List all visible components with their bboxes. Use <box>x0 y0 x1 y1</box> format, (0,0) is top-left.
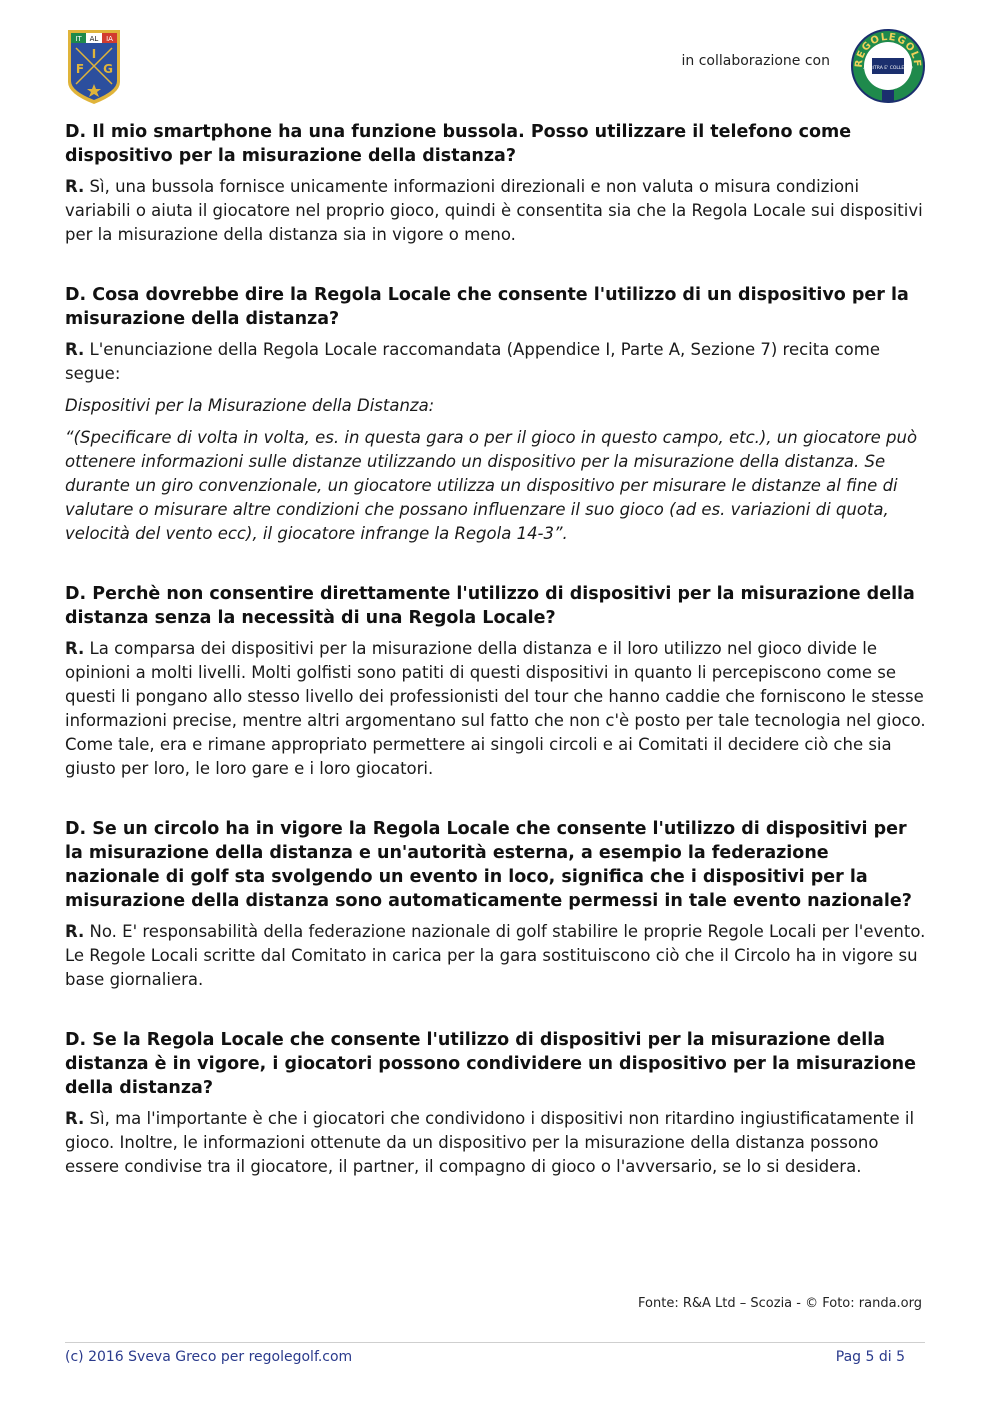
answer-text <box>65 338 927 386</box>
answer-body: No. E' responsabilità della federazione nazionale di golf stabilire le proprie Regole Locali per l'evento. Le Regole Locali scritte dal Comitato in carica per la gara sostituiscono ciò che il Circolo ha in vigore su base giornaliera. <box>65 922 926 989</box>
rule-title-italic: Dispositivi per la Misurazione della Distanza: <box>65 396 435 415</box>
seal-center-text: ARBITRA E' COLLEGIO <box>863 66 913 71</box>
qa-item <box>65 120 927 247</box>
question-text: D. Se la Regola Locale che consente l'utilizzo di dispositivi per la misurazione della distanza è in vigore, i giocatori possono condividere un dispositivo per la misurazione della distanza? <box>65 1030 916 1098</box>
question-text: D. Cosa dovrebbe dire la Regola Locale che consente l'utilizzo di un dispositivo per la misurazione della distanza? <box>65 285 909 329</box>
page-number: Pag 5 di 5 <box>835 1349 905 1365</box>
question-text: D. Perchè non consentire direttamente l'utilizzo di dispositivi per la misurazione della distanza senza la necessità di una Regola Locale? <box>65 584 915 628</box>
answer-lead: R. <box>65 340 85 359</box>
footer-divider <box>65 1342 925 1343</box>
footer-copyright: (c) 2016 Sveva Greco per regolegolf.com <box>65 1349 353 1365</box>
fig-logo <box>66 28 122 106</box>
logo-letter: IT <box>75 35 82 43</box>
question-text: D. Il mio smartphone ha una funzione bussola. Posso utilizzare il telefono come dispositivo per la misurazione della distanza? <box>65 122 852 166</box>
fig-shield-logo-icon <box>66 28 122 106</box>
answer-lead: R. <box>65 177 85 196</box>
answer-lead: R. <box>65 922 85 941</box>
question-text: D. Se un circolo ha in vigore la Regola Locale che consente l'utilizzo di dispositivi per la misurazione della distanza e un'autorità esterna, a esempio la federazione nazionale di golf sta svolgendo un evento in loco, significa che i dispositivi per la misurazione della distanza sono automaticamente permessi in tale evento nazionale? <box>65 819 912 911</box>
logo-letter: G <box>103 62 113 76</box>
answer-text <box>65 175 927 247</box>
answer-body: L'enunciazione della Regola Locale raccomandata (Appendice I, Parte A, Sezione 7) recita come segue: <box>65 340 880 383</box>
answer-lead: R. <box>65 1109 85 1128</box>
source-credit: Fonte: R&A Ltd – Scozia - © Foto: randa.org <box>638 1296 922 1311</box>
answer-body: Sì, ma l'importante è che i giocatori che condividono i dispositivi non ritardino ingiustificatamente il gioco. Inoltre, le informazioni ottenute da un dispositivo per la misurazione della distanza possono essere condivise tra il giocatore, il partner, il compagno di gioco o l'avversario, se lo si desidera. <box>65 1109 915 1176</box>
answer-body: Sì, una bussola fornisce unicamente informazioni direzionali e non valuta o misura condizioni variabili o aiuta il giocatore nel proprio gioco, quindi è consentita sia che la Regola Locale sui dispositivi per la misurazione della distanza sia in vigore o meno. <box>65 177 923 244</box>
answer-text <box>65 920 927 992</box>
logo-letter: IA <box>106 35 113 43</box>
qa-item <box>65 817 927 992</box>
answer-body: La comparsa dei dispositivi per la misurazione della distanza e il loro utilizzo nel gioco divide le opinioni a molti livelli. Molti golfisti sono patiti di questi dispositivi in quanto li percepiscono come se questi li pongano allo stesso livello dei professionisti del tour che hanno caddie che forniscono le stesse informazioni precise, mentre altri argomentano sul fatto che non c'è posto per tale tecnologia nel gioco. Come tale, era e rimane appropriato permettere ai singoli circoli e ai Comitati il decidere ciò che sia giusto per loro, le loro gare e i loro giocatori. <box>65 639 926 778</box>
logo-letter: I <box>91 47 97 61</box>
logo-letter: F <box>75 62 85 76</box>
regolegolf-logo <box>850 28 926 106</box>
qa-item <box>65 582 927 781</box>
rule-text-italic: “(Specificare di volta in volta, es. in questa gara o per il gioco in questo campo, etc.), un giocatore può ottenere informazioni sulle distanze utilizzando un dispositivo per la misurazione della distanza. Se durante un giro convenzionale, un giocatore utilizza un dispositivo per misurare le distanze al fine di valutare o misurare altre condizioni che possano influenzare il suo gioco (ad es. variazioni di quota, velocità del vento ecc), il giocatore infrange la Regola 14-3”. <box>65 428 918 543</box>
answer-text <box>65 1107 927 1179</box>
answer-lead: R. <box>65 639 85 658</box>
collaboration-text: in collaborazione con <box>681 53 830 69</box>
answer-text <box>65 637 927 781</box>
qa-item <box>65 283 927 546</box>
qa-item <box>65 1028 927 1179</box>
regolegolf-seal-logo-icon <box>850 28 926 106</box>
seal-ring-text: REGOLEGOLF <box>853 31 923 69</box>
qa-content <box>65 120 927 1179</box>
logo-letter: AL <box>89 35 99 43</box>
